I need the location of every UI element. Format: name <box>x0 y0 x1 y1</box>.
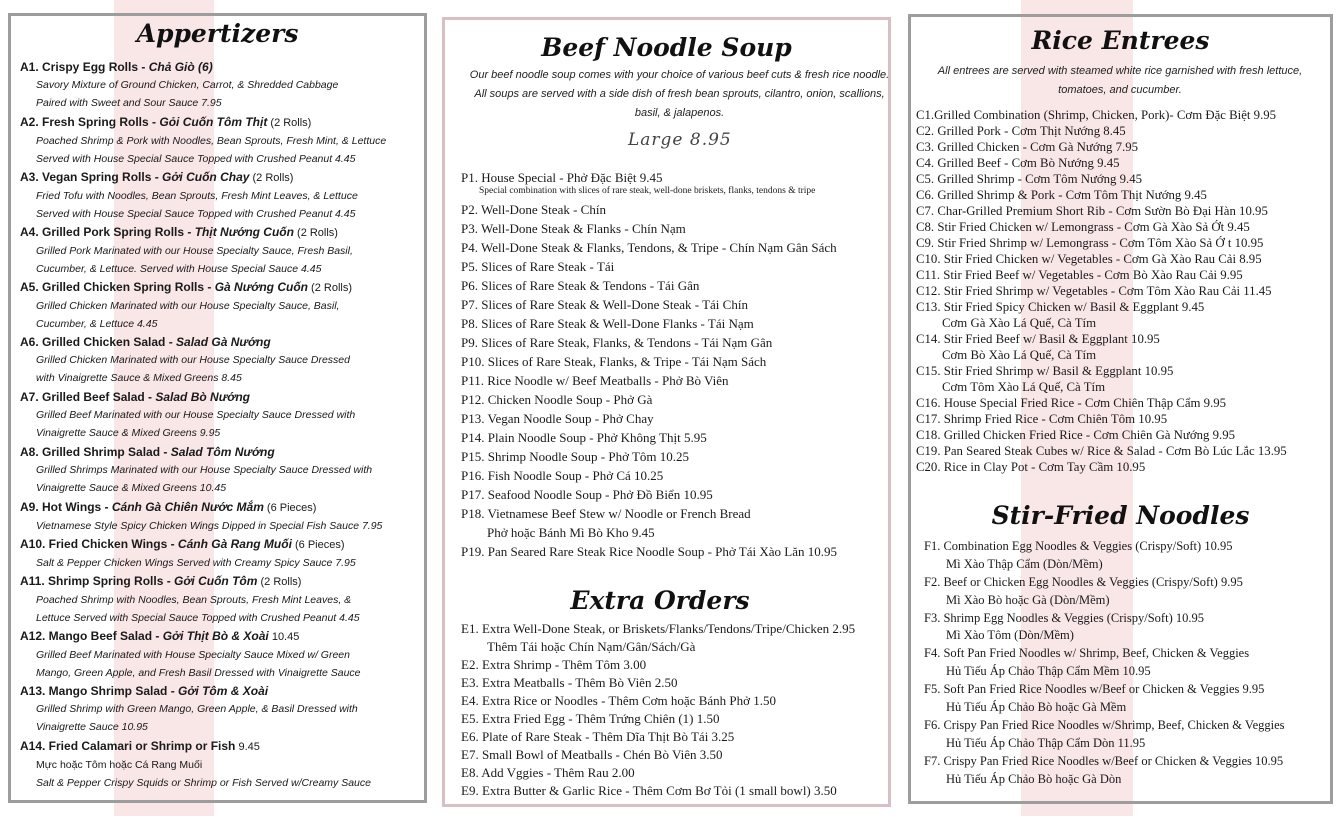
appetizer-description: Vinaigrette Sauce & Mixed Greens 10.45 <box>36 482 227 494</box>
soup-item-text: P11. Rice Noodle w/ Beef Meatballs - Phở Bò Viên <box>461 373 729 388</box>
soup-item-text: P15. Shrimp Noodle Soup - Phở Tôm 10.25 <box>461 449 690 464</box>
rice-entree-item <box>916 283 1272 299</box>
soup-intro: Our beef noodle soup comes with your choice of various beef cuts & fresh rice noodle. All soups are served with a side dish of fresh bean sprouts, cilantro, onion, scallions, basil, & jalapenos. <box>469 69 890 119</box>
noodle-text: F5. Soft Pan Fried Rice Noodles w/Beef or Chicken & Veggies 9.95 <box>924 682 1265 697</box>
extra-orders-title: Extra Orders <box>570 586 750 615</box>
appetizer-title: A2. Fresh Spring Rolls - <box>20 115 160 129</box>
extra-order-item-text: E4. Extra Rice or Noodles - Thêm Cơm hoặc Bánh Phở 1.50 <box>461 693 776 708</box>
noodle-text: F6. Crispy Pan Fried Rice Noodles w/Shrimp, Beef, Chicken & Veggies <box>924 718 1285 732</box>
appetizer-item <box>20 682 425 736</box>
soup-item <box>461 238 837 257</box>
extra-order-item-continuation: Thêm Tái hoặc Chín Nạm/Gân/Sách/Gà <box>487 639 696 654</box>
soup-item <box>461 371 729 390</box>
appetizer-description: Vietnamese Style Spicy Chicken Wings Dipped in Special Fish Sauce 7.95 <box>36 520 383 532</box>
appetizer-description: Poached Shrimp & Pork with Noodles, Bean Sprouts, Fresh Mint, & Lettuce <box>36 135 387 147</box>
soup-item-text: P13. Vegan Noodle Soup - Phở Chay <box>461 411 654 426</box>
noodle-text: F7. Crispy Pan Fried Rice Noodles w/Beef or Chicken & Veggies 10.95 <box>924 753 1284 768</box>
appetizer-name <box>20 333 425 351</box>
rice-entree-item <box>916 187 1207 203</box>
appetizer-description: Cucumber, & Lettuce 4.45 <box>36 318 158 330</box>
rice-entree-text: C14. Stir Fried Beef w/ Basil & Eggplant 10.95 <box>916 332 1160 346</box>
appetizer-description: Savory Mixture of Ground Chicken, Carrot, & Shredded Cabbage <box>36 79 339 91</box>
extra-order-item-text: E5. Extra Fried Egg - Thêm Trứng Chiên (1) 1.50 <box>461 711 720 726</box>
appetizer-item <box>20 737 425 792</box>
soup-item-text: P5. Slices of Rare Steak - Tái <box>461 259 615 274</box>
rice-entree-text: C1.Grilled Combination (Shrimp, Chicken, Pork)- Cơm Đặc Biệt 9.95 <box>916 108 1277 122</box>
soup-item-text: P17. Seafood Noodle Soup - Phở Đồ Biển 10.95 <box>461 487 713 502</box>
noodle-continuation: Mì Xào Bò hoặc Gà (Dòn/Mềm) <box>946 592 1110 607</box>
rice-entree-item <box>916 203 1268 219</box>
noodle-text: F4. Soft Pan Fried Noodles w/ Shrimp, Beef, Chicken & Veggies <box>924 646 1250 661</box>
appetizer-description: Grilled Shrimp with Green Mango, Green Apple, & Basil Dressed with <box>36 703 358 715</box>
soup-item-text: P19. Pan Seared Rare Steak Rice Noodle Soup - Phở Tái Xào Lăn 10.95 <box>461 544 837 559</box>
rice-entree-text: C7. Char-Grilled Premium Short Rib - Cơm Sườn Bò Đại Hàn 10.95 <box>916 204 1268 218</box>
soup-item <box>461 276 699 295</box>
appetizer-item <box>20 113 425 168</box>
rice-entree-item <box>916 395 1226 411</box>
rice-entree-item <box>916 251 1262 267</box>
appetizer-description: Served with House Special Sauce Topped with Crushed Peanut 4.45 <box>36 153 356 165</box>
rice-entree-item <box>916 107 1276 123</box>
extra-order-item <box>461 656 646 674</box>
appetizer-name <box>20 223 425 242</box>
appetizer-title: A1. Crispy Egg Rolls - <box>20 60 149 74</box>
rice-entree-item <box>916 171 1142 187</box>
appetizer-title: A4. Grilled Pork Spring Rolls - <box>20 225 195 239</box>
soup-item <box>461 257 614 276</box>
rice-entree-text: C20. Rice in Clay Pot - Cơm Tay Cầm 10.95 <box>916 460 1146 474</box>
appetizer-description: Paired with Sweet and Sour Sauce 7.95 <box>36 97 222 109</box>
noodles-title: Stir-Fried Noodles <box>991 501 1250 530</box>
appetizer-description: Vinaigrette Sauce & Mixed Greens 9.95 <box>36 427 221 439</box>
noodle-continuation: Mì Xào Tôm (Dòn/Mềm) <box>946 628 1074 643</box>
rice-entree-item <box>916 459 1145 475</box>
rice-entree-item <box>916 123 1126 139</box>
appetizer-title: A7. Grilled Beef Salad - <box>20 390 156 404</box>
appetizer-note: 9.45 <box>235 741 260 753</box>
extra-order-item-text: E7. Small Bowl of Meatballs - Chén Bò Viên 3.50 <box>461 747 723 762</box>
appetizer-item <box>20 223 425 278</box>
soup-item-text: P16. Fish Noodle Soup - Phở Cá 10.25 <box>461 468 664 483</box>
rice-entree-item <box>916 219 1250 235</box>
rice-entree-text: C18. Grilled Chicken Fried Rice - Cơm Chiên Gà Nướng 9.95 <box>916 428 1236 442</box>
appetizer-vietnamese-name: Gỏi Cuốn Tôm Thịt <box>159 115 268 129</box>
rice-entree-continuation: Cơm Gà Xào Lá Quế, Cà Tím <box>942 316 1097 330</box>
soup-item-text: P8. Slices of Rare Steak & Well-Done Flanks - Tái Nạm <box>461 316 754 331</box>
appetizer-vietnamese-name: Cánh Gà Chiên Nước Mắm <box>111 500 264 514</box>
appetizer-name <box>20 737 425 756</box>
appetizer-vietnamese-name: Gởi Cuốn Chay <box>162 170 250 184</box>
appetizer-name <box>20 443 425 461</box>
extra-order-item-text: E9. Extra Butter & Garlic Rice - Thêm Cơm Bơ Tỏi (1 small bowl) 3.50 <box>461 783 837 798</box>
soup-item <box>461 428 707 447</box>
rice-entree-text: C13. Stir Fried Spicy Chicken w/ Basil & Eggplant 9.45 <box>916 300 1205 314</box>
soup-item <box>461 485 713 504</box>
extra-order-item-text: E3. Extra Meatballs - Thêm Bò Viên 2.50 <box>461 675 678 690</box>
rice-entree-item <box>916 235 1263 251</box>
noodle-continuation: Mì Xào Thập Cẩm (Dòn/Mềm) <box>946 556 1103 571</box>
soup-item <box>461 542 837 561</box>
appetizer-note: (2 Rolls) <box>257 576 302 588</box>
appetizer-description: Mango, Green Apple, and Fresh Basil Dressed with Vinaigrette Sauce <box>36 667 361 679</box>
extra-order-item <box>461 764 635 782</box>
soup-item-text: P10. Slices of Rare Steak, Flanks, & Tripe - Tái Nạm Sách <box>461 354 767 369</box>
rice-entree-item <box>916 443 1287 459</box>
appetizer-item <box>20 498 425 535</box>
soup-item-text: P1. House Special - Phở Đặc Biệt 9.45 <box>461 170 663 185</box>
appetizer-description: Salt & Pepper Chicken Wings Served with Creamy Spicy Sauce 7.95 <box>36 557 356 569</box>
appetizer-name <box>20 682 425 700</box>
extra-order-item <box>461 746 723 764</box>
appetizer-vietnamese-name: Gà Nướng Cuốn <box>214 280 308 294</box>
noodle-item <box>924 574 1243 610</box>
appetizer-description: with Vinaigrette Sauce & Mixed Greens 8.45 <box>36 372 242 384</box>
appetizer-item <box>20 58 425 112</box>
noodle-item <box>924 753 1283 789</box>
rice-title: Rice Entrees <box>1031 26 1210 55</box>
rice-entree-text: C17. Shrimp Fried Rice - Cơm Chiên Tôm 10.95 <box>916 412 1168 426</box>
noodle-continuation: Hủ Tiếu Áp Chảo Thập Cẩm Mềm 10.95 <box>946 664 1151 679</box>
extra-order-item-text: E2. Extra Shrimp - Thêm Tôm 3.00 <box>461 657 647 672</box>
appetizer-note: (2 Rolls) <box>267 117 312 129</box>
soup-item <box>461 466 663 485</box>
soup-item <box>461 504 751 542</box>
appetizer-name <box>20 535 425 554</box>
appetizer-description: Grilled Chicken Marinated with our House Specialty Sauce, Basil, <box>36 300 340 312</box>
noodle-text: F2. Beef or Chicken Egg Noodles & Veggies (Crispy/Soft) 9.95 <box>924 574 1243 589</box>
rice-entree-text: C16. House Special Fried Rice - Cơm Chiên Thập Cẩm 9.95 <box>916 396 1227 410</box>
appetizer-description: Grilled Beef Marinated with our House Specialty Sauce Dressed with <box>36 409 356 421</box>
extra-order-item-text: E8. Add Vggies - Thêm Rau 2.00 <box>461 765 635 780</box>
soup-item <box>461 390 652 409</box>
appetizer-item <box>20 535 425 572</box>
extra-order-item <box>461 782 837 800</box>
appetizer-vietnamese-name: Thịt Nướng Cuốn <box>194 225 294 239</box>
appetizer-name <box>20 58 425 76</box>
soup-title: Beef Noodle Soup <box>541 33 792 62</box>
appetizer-item <box>20 278 425 333</box>
rice-entree-item <box>916 267 1243 283</box>
appetizer-item <box>20 168 425 223</box>
appetizer-title: A12. Mango Beef Salad - <box>20 629 163 643</box>
appetizer-title: A3. Vegan Spring Rolls - <box>20 170 163 184</box>
noodle-item <box>924 538 1232 574</box>
appetizer-title: A11. Shrimp Spring Rolls - <box>20 574 175 588</box>
rice-entree-text: C10. Stir Fried Chicken w/ Vegetables - Cơm Gà Xào Rau Cải 8.95 <box>916 252 1262 266</box>
soup-item-subtext: Special combination with slices of rare steak, well-done briskets, flanks, tendons & tripe <box>479 186 816 196</box>
appetizer-description: Fried Tofu with Noodles, Bean Sprouts, Fresh Mint Leaves, & Lettuce <box>36 190 358 202</box>
rice-entree-continuation: Cơm Tôm Xào Lá Quế, Cà Tím <box>942 380 1106 394</box>
appetizer-title: A9. Hot Wings - <box>20 500 112 514</box>
appetizer-description: Mực hoặc Tôm hoặc Cá Rang Muối <box>36 759 203 771</box>
appetizer-note: (2 Rolls) <box>249 172 294 184</box>
noodle-continuation: Hủ Tiếu Áp Chảo Thập Cẩm Dòn 11.95 <box>946 735 1146 750</box>
appetizer-description: Poached Shrimp with Noodles, Bean Sprouts, Fresh Mint Leaves, & <box>36 594 352 606</box>
rice-entree-text: C19. Pan Seared Steak Cubes w/ Rice & Salad - Cơm Bò Lúc Lắc 13.95 <box>916 444 1287 458</box>
rice-entree-item <box>916 139 1138 155</box>
rice-entree-text: C5. Grilled Shrimp - Cơm Tôm Nướng 9.45 <box>916 172 1143 186</box>
noodle-item <box>924 681 1264 717</box>
rice-entree-item <box>916 427 1235 443</box>
soup-item <box>461 352 766 371</box>
extra-order-item <box>461 728 734 746</box>
noodle-text: F3. Shrimp Egg Noodles & Veggies (Crispy/Soft) 10.95 <box>924 610 1204 625</box>
appetizer-description: Lettuce Served with Special Sauce Topped with Crushed Peanut 4.45 <box>36 612 360 624</box>
appetizer-description: Cucumber, & Lettuce. Served with House Special Sauce 4.45 <box>36 263 322 275</box>
rice-entree-item <box>916 155 1120 171</box>
appetizer-vietnamese-name: Gởi Tôm & Xoài <box>178 684 269 698</box>
noodle-item <box>924 610 1204 646</box>
soup-item-continuation: Phở hoặc Bánh Mì Bò Kho 9.45 <box>487 525 655 540</box>
appetizer-title: A5. Grilled Chicken Spring Rolls - <box>20 280 215 294</box>
noodle-item <box>924 717 1285 753</box>
soup-item-text: P2. Well-Done Steak - Chín <box>461 202 606 217</box>
appetizer-vietnamese-name: Cánh Gà Rang Muối <box>177 537 292 551</box>
appetizer-name <box>20 113 425 132</box>
soup-item <box>461 409 654 428</box>
rice-entree-text: C15. Stir Fried Shrimp w/ Basil & Eggplant 10.95 <box>916 364 1174 378</box>
rice-entree-text: C8. Stir Fried Chicken w/ Lemongrass - Cơm Gà Xào Sả Ớt 9.45 <box>916 220 1250 234</box>
rice-entree-text: C11. Stir Fried Beef w/ Vegetables - Cơm Bò Xào Rau Cải 9.95 <box>916 268 1243 282</box>
appetizer-name <box>20 388 425 406</box>
appetizer-item <box>20 627 425 682</box>
noodle-text: F1. Combination Egg Noodles & Veggies (Crispy/Soft) 10.95 <box>924 539 1233 553</box>
soup-item <box>461 314 754 333</box>
appetizer-name <box>20 278 425 297</box>
appetizer-title: A8. Grilled Shrimp Salad - <box>20 445 171 459</box>
soup-item-text: P4. Well-Done Steak & Flanks, Tendons, & Tripe - Chín Nạm Gân Sách <box>461 240 837 255</box>
appetizer-note: (6 Pieces) <box>263 502 317 514</box>
extra-order-item <box>461 710 719 728</box>
soup-item <box>461 447 689 466</box>
soup-item-text: P3. Well-Done Steak & Flanks - Chín Nạm <box>461 221 686 236</box>
appetizer-name <box>20 168 425 187</box>
noodle-item <box>924 645 1249 681</box>
soup-item <box>461 200 606 219</box>
extra-order-item-text: E1. Extra Well-Done Steak, or Briskets/Flanks/Tendons/Tripe/Chicken 2.95 <box>461 621 856 636</box>
rice-entree-text: C3. Grilled Chicken - Cơm Gà Nướng 7.95 <box>916 140 1138 154</box>
rice-entree-text: C6. Grilled Shrimp & Pork - Cơm Tôm Thịt Nướng 9.45 <box>916 188 1207 202</box>
rice-entree-text: C4. Grilled Beef - Cơm Bò Nướng 9.45 <box>916 156 1120 170</box>
appetizer-description: Served with House Special Sauce Topped with Crushed Peanut 4.45 <box>36 208 356 220</box>
rice-entree-continuation: Cơm Bò Xào Lá Quế, Cà Tím <box>942 348 1097 362</box>
appetizer-description: Vinaigrette Sauce 10.95 <box>36 721 148 733</box>
appetizer-vietnamese-name: Salad Gà Nướng <box>176 335 271 349</box>
appetizer-vietnamese-name: Salad Bò Nướng <box>155 390 251 404</box>
appetizer-description: Grilled Chicken Marinated with our House Specialty Sauce Dressed <box>36 354 350 366</box>
appetizer-name <box>20 498 425 517</box>
appetizer-note: (6 Pieces) <box>291 539 345 551</box>
appetizer-title: A14. Fried Calamari or Shrimp or Fish <box>20 739 236 753</box>
rice-entree-text: C9. Stir Fried Shrimp w/ Lemongrass - Cơm Tôm Xào Sả Ớ t 10.95 <box>916 236 1264 250</box>
appetizer-title: A6. Grilled Chicken Salad - <box>20 335 177 349</box>
appetizer-title: A13. Mango Shrimp Salad - <box>20 684 179 698</box>
appetizer-item <box>20 572 425 627</box>
appetizer-description: Grilled Shrimps Marinated with our House Specialty Sauce Dressed with <box>36 464 373 476</box>
soup-item-text: P9. Slices of Rare Steak, Flanks, & Tendons - Tái Nạm Gân <box>461 335 773 350</box>
rice-intro: All entrees are served with steamed white rice garnished with fresh lettuce, tomatoes, and cucumber. <box>937 65 1303 96</box>
soup-item-text: P18. Vietnamese Beef Stew w/ Noodle or French Bread <box>461 506 751 521</box>
large-price: Large 8.95 <box>628 130 732 150</box>
soup-item-text: P6. Slices of Rare Steak & Tendons - Tái Gân <box>461 278 700 293</box>
extra-order-item <box>461 692 776 710</box>
appetizer-item <box>20 388 425 442</box>
appetizer-vietnamese-name: Gởi Cuốn Tôm <box>174 574 258 588</box>
rice-entree-text: C12. Stir Fried Shrimp w/ Vegetables - Cơm Tôm Xào Rau Cải 11.45 <box>916 284 1272 298</box>
appetizer-description: Salt & Pepper Crispy Squids or Shrimp or Fish Served w/Creamy Sauce <box>36 777 371 789</box>
extra-order-item <box>461 620 855 656</box>
appetizer-description: Grilled Beef Marinated with House Specialty Sauce Mixed w/ Green <box>36 649 350 661</box>
soup-item <box>461 219 686 238</box>
appetizer-note: 10.45 <box>268 631 300 643</box>
appetizer-note: (2 Rolls) <box>307 282 352 294</box>
rice-entree-item <box>916 331 1160 363</box>
extra-order-item <box>461 674 677 692</box>
soup-item <box>461 295 748 314</box>
appetizer-name <box>20 572 425 591</box>
appetizer-vietnamese-name: Chả Giò (6) <box>148 60 213 74</box>
rice-entree-item <box>916 363 1173 395</box>
appetizer-item <box>20 443 425 497</box>
appetizer-title: A10. Fried Chicken Wings - <box>20 537 178 551</box>
appetizer-note: (2 Rolls) <box>293 227 338 239</box>
soup-item-text: P12. Chicken Noodle Soup - Phở Gà <box>461 392 653 407</box>
soup-item <box>461 168 815 197</box>
appetizer-vietnamese-name: Gởi Thịt Bò & Xoài <box>162 629 269 643</box>
appetizer-vietnamese-name: Salad Tôm Nướng <box>170 445 275 459</box>
appetizer-description: Grilled Pork Marinated with our House Specialty Sauce, Fresh Basil, <box>36 245 353 257</box>
noodle-continuation: Hủ Tiếu Áp Chảo Bò hoặc Gà Dòn <box>946 771 1122 786</box>
rice-entree-text: C2. Grilled Pork - Cơm Thịt Nướng 8.45 <box>916 124 1126 138</box>
appetizers-title: Appertizers <box>136 19 299 48</box>
noodle-continuation: Hủ Tiếu Áp Chảo Bò hoặc Gà Mềm <box>946 699 1127 714</box>
extra-order-item-text: E6. Plate of Rare Steak - Thêm Dĩa Thịt Bò Tái 3.25 <box>461 729 735 744</box>
rice-entree-item <box>916 411 1167 427</box>
soup-item-text: P7. Slices of Rare Steak & Well-Done Steak - Tái Chín <box>461 297 748 312</box>
appetizer-name <box>20 627 425 646</box>
soup-item <box>461 333 772 352</box>
soup-item-text: P14. Plain Noodle Soup - Phở Không Thịt 5.95 <box>461 430 707 445</box>
appetizer-item <box>20 333 425 387</box>
rice-entree-item <box>916 299 1204 331</box>
